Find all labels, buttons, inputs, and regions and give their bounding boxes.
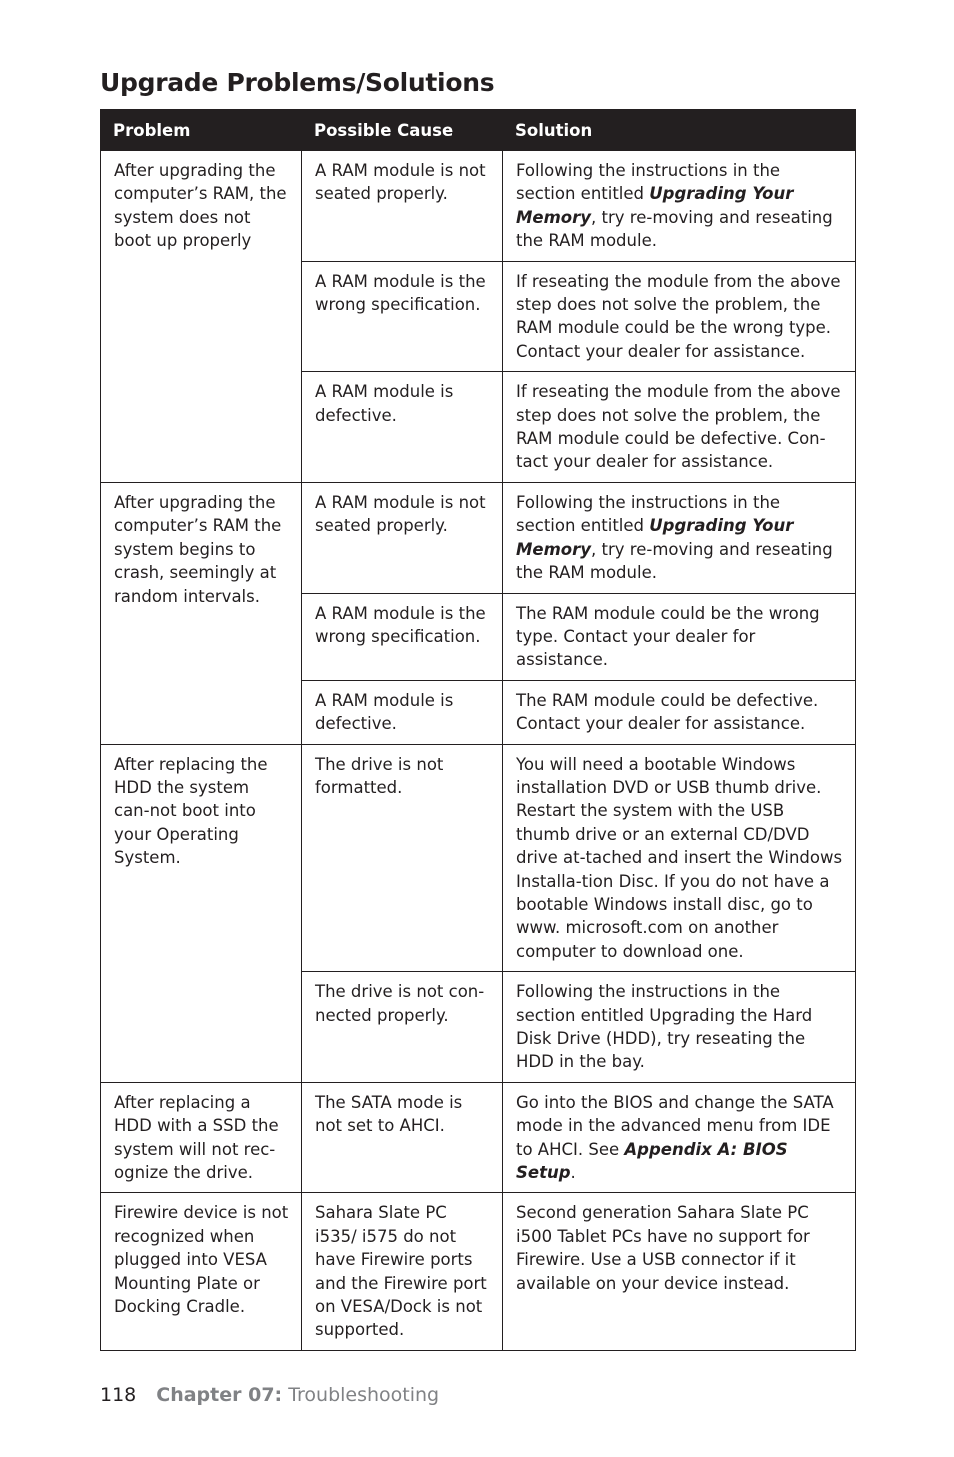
page-footer xyxy=(100,1384,439,1406)
cause-cell: A RAM module is the wrong specification. xyxy=(302,593,503,680)
problem-cell: Firewire device is not recognized when plugged into VESA Mounting Plate or Docking Cradle. xyxy=(101,1193,302,1350)
problem-cell: After replacing a HDD with a SSD the system will not rec-ognize the drive. xyxy=(101,1082,302,1193)
solution-cell xyxy=(503,1082,856,1193)
solution-cell xyxy=(503,372,856,483)
solution-text: The RAM module could be the wrong type. Contact your dealer for assistance. xyxy=(516,603,820,670)
cause-cell: A RAM module is defective. xyxy=(302,372,503,483)
solution-text: Following the instructions in the section entitled xyxy=(516,161,781,204)
solution-text: Second generation Sahara Slate PC i500 Tablet PCs have no support for Firewire. Use a USB connector if it available on your device instead. xyxy=(516,1203,810,1293)
problem-cell: After upgrading the computer’s RAM, the system does not boot up properly xyxy=(101,151,302,483)
header-problem: Problem xyxy=(101,110,302,151)
table-row xyxy=(101,1082,856,1193)
chapter-label: Chapter 07: xyxy=(156,1384,283,1406)
solution-cell xyxy=(503,151,856,262)
cause-cell: A RAM module is the wrong specification. xyxy=(302,261,503,372)
solution-cell xyxy=(503,680,856,744)
solution-text: . xyxy=(570,1163,576,1183)
emphasized-reference: Upgrading Your Memory xyxy=(516,516,794,559)
emphasized-reference: Upgrading Your Memory xyxy=(516,184,794,227)
cause-cell: A RAM module is not seated properly. xyxy=(302,151,503,262)
cause-cell: Sahara Slate PC i535/ i575 do not have Firewire ports and the Firewire port on VESA/Dock is not supported. xyxy=(302,1193,503,1350)
solution-cell xyxy=(503,972,856,1083)
cause-cell: The drive is not formatted. xyxy=(302,744,503,972)
solution-text: You will need a bootable Windows installation DVD or USB thumb drive. Restart the system with the USB thumb drive or an external CD/DVD drive at-tached and insert the Windows Installa-tion Disc. If you do not have a bootable Windows install disc, go to www. microsoft.com on another computer to download one. xyxy=(516,754,843,961)
chapter-section: Troubleshooting xyxy=(282,1384,440,1406)
solution-text: If reseating the module from the above step does not solve the problem, the RAM module could be defective. Con-tact your dealer for assistance. xyxy=(516,382,841,472)
table-body xyxy=(101,151,856,1351)
solution-text: Following the instructions in the section entitled Upgrading the Hard Disk Drive (HDD), try reseating the HDD in the bay. xyxy=(516,982,813,1072)
solution-text: Following the instructions in the section entitled xyxy=(516,492,781,536)
page-number: 118 xyxy=(100,1384,137,1406)
cause-cell: The drive is not con-nected properly. xyxy=(302,972,503,1083)
emphasized-reference: Appendix A: BIOS Setup xyxy=(516,1139,788,1183)
solution-text: The RAM module could be defective. Contact your dealer for assistance. xyxy=(516,690,819,734)
cause-cell: The SATA mode is not set to AHCI. xyxy=(302,1082,503,1193)
solution-cell xyxy=(503,482,856,593)
solution-text: , try re-moving and reseating the RAM module. xyxy=(516,207,833,251)
table-header-row xyxy=(101,110,856,151)
troubleshooting-table xyxy=(100,109,856,1351)
cause-cell: A RAM module is defective. xyxy=(302,680,503,744)
table-row xyxy=(101,482,856,593)
table-row xyxy=(101,744,856,972)
solution-text: If reseating the module from the above step does not solve the problem, the RAM module could be the wrong type. Contact your dealer for assistance. xyxy=(516,271,841,361)
solution-text: Go into the BIOS and change the SATA mode in the advanced menu from IDE to AHCI. See xyxy=(516,1092,834,1159)
solution-cell xyxy=(503,593,856,680)
problem-cell: After replacing the HDD the system can-not boot into your Operating System. xyxy=(101,744,302,1082)
solution-cell xyxy=(503,1193,856,1350)
header-possible-cause: Possible Cause xyxy=(302,110,503,151)
cause-cell: A RAM module is not seated properly. xyxy=(302,482,503,593)
table-row xyxy=(101,1193,856,1350)
solution-text: , try re-moving and reseating the RAM module. xyxy=(516,539,833,583)
header-solution: Solution xyxy=(503,110,856,151)
problem-cell: After upgrading the computer’s RAM the system begins to crash, seemingly at random intervals. xyxy=(101,482,302,744)
table-row xyxy=(101,151,856,262)
page-title: Upgrade Problems/Solutions xyxy=(100,68,495,97)
solution-cell xyxy=(503,261,856,372)
solution-cell xyxy=(503,744,856,972)
